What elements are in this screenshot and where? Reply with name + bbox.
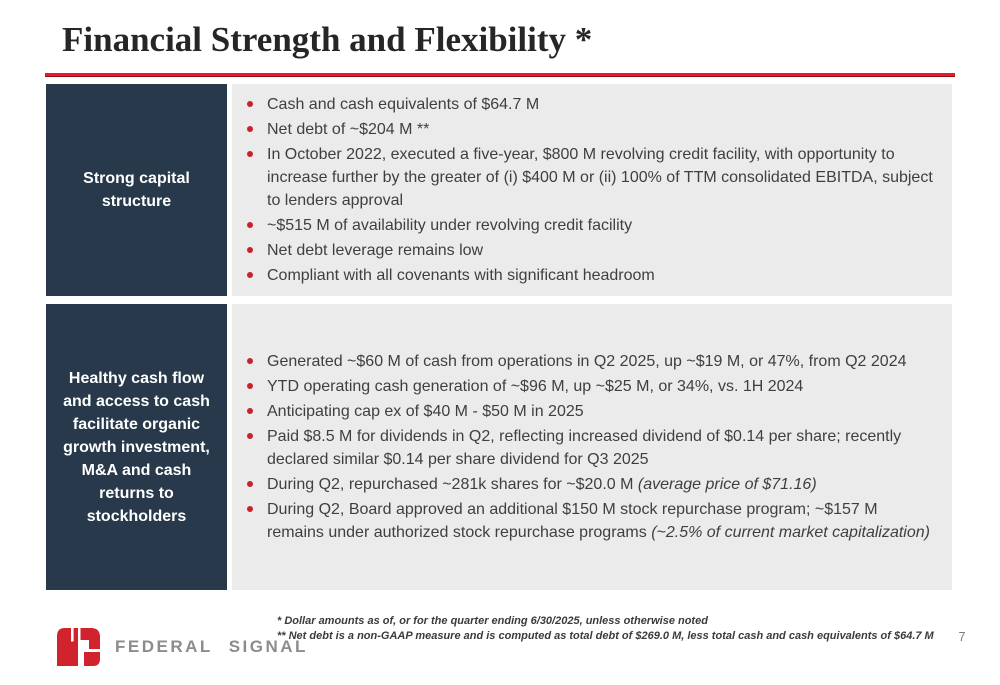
bullet-text: Net debt leverage remains low <box>267 242 484 259</box>
bullet-item <box>232 264 934 287</box>
bullet-text: Anticipating cap ex of $40 M - $50 M in 2025 <box>267 403 584 420</box>
title-divider-line <box>45 73 955 77</box>
section-row <box>46 304 952 590</box>
bullet-icon <box>247 506 253 512</box>
section-content-box <box>232 84 952 296</box>
bullet-item <box>232 473 934 496</box>
bullet-text: Cash and cash equivalents of $64.7 M <box>267 96 540 113</box>
bullet-icon <box>247 408 253 414</box>
bullet-text: Generated ~$60 M of cash from operations in Q2 2025, up ~$19 M, or 47%, from Q2 2024 <box>267 353 907 370</box>
bullet-icon <box>247 481 253 487</box>
bullet-text: Paid $8.5 M for dividends in Q2, reflecting increased dividend of $0.14 per share; recently declared similar $0.14 per share dividend for Q3 2025 <box>267 428 902 468</box>
bullet-text: ~$515 M of availability under revolving credit facility <box>267 217 633 234</box>
page-number: 7 <box>958 630 966 644</box>
page-title: Financial Strength and Flexibility * <box>62 20 593 59</box>
section-label: Healthy cash flow and access to cash facilitate organic growth investment, M&A and cash returns to stockholders <box>63 369 210 525</box>
bullet-text: Compliant with all covenants with significant headroom <box>267 267 655 284</box>
bullet-item <box>232 375 934 398</box>
federal-signal-logo-icon <box>55 627 101 667</box>
bullet-item <box>232 143 934 212</box>
bullet-icon <box>247 222 253 228</box>
bullet-item <box>232 498 934 544</box>
bullet-icon <box>247 101 253 107</box>
footnotes <box>277 614 934 644</box>
section-label: Strong capital structure <box>83 170 190 210</box>
section-label-box <box>46 84 227 296</box>
section-label-box <box>46 304 227 590</box>
bullet-icon <box>247 433 253 439</box>
bullet-icon <box>247 383 253 389</box>
bullet-item <box>232 400 934 423</box>
bullet-item <box>232 425 934 471</box>
bullet-text: Net debt of ~$204 M ** <box>267 121 430 138</box>
bullet-item <box>232 350 934 373</box>
bullet-icon <box>247 126 253 132</box>
sections-container <box>46 84 952 598</box>
bullet-icon <box>247 151 253 157</box>
bullet-item <box>232 239 934 262</box>
bullet-text: During Q2, repurchased ~281k shares for ~$20.0 M (average price of $71.16) <box>267 476 817 493</box>
footer-logo <box>55 627 308 667</box>
bullet-item <box>232 93 934 116</box>
bullet-item <box>232 118 934 141</box>
section-row <box>46 84 952 296</box>
footnote-2: ** Net debt is a non-GAAP measure and is computed as total debt of $269.0 M, less total cash and cash equivalents of $64.7 M <box>277 630 934 642</box>
bullet-icon <box>247 272 253 278</box>
bullet-text: YTD operating cash generation of ~$96 M, up ~$25 M, or 34%, vs. 1H 2024 <box>267 378 804 395</box>
bullet-item <box>232 214 934 237</box>
footnote-1: * Dollar amounts as of, or for the quarter ending 6/30/2025, unless otherwise noted <box>277 615 708 627</box>
bullet-icon <box>247 358 253 364</box>
section-content-box <box>232 304 952 590</box>
bullet-text: In October 2022, executed a five-year, $800 M revolving credit facility, with opportunity to increase further by the greater of (i) $400 M or (ii) 100% of TTM consolidated EBITDA, subject to lenders approval <box>267 146 933 209</box>
bullet-text: During Q2, Board approved an additional $150 M stock repurchase program; ~$157 M remains under authorized stock repurchase programs (~2.5% of current market capitalization) <box>267 501 930 541</box>
footer-logo-text: FEDERAL SIGNAL <box>115 637 308 656</box>
bullet-list <box>232 348 934 546</box>
bullet-icon <box>247 247 253 253</box>
bullet-list <box>232 91 934 289</box>
